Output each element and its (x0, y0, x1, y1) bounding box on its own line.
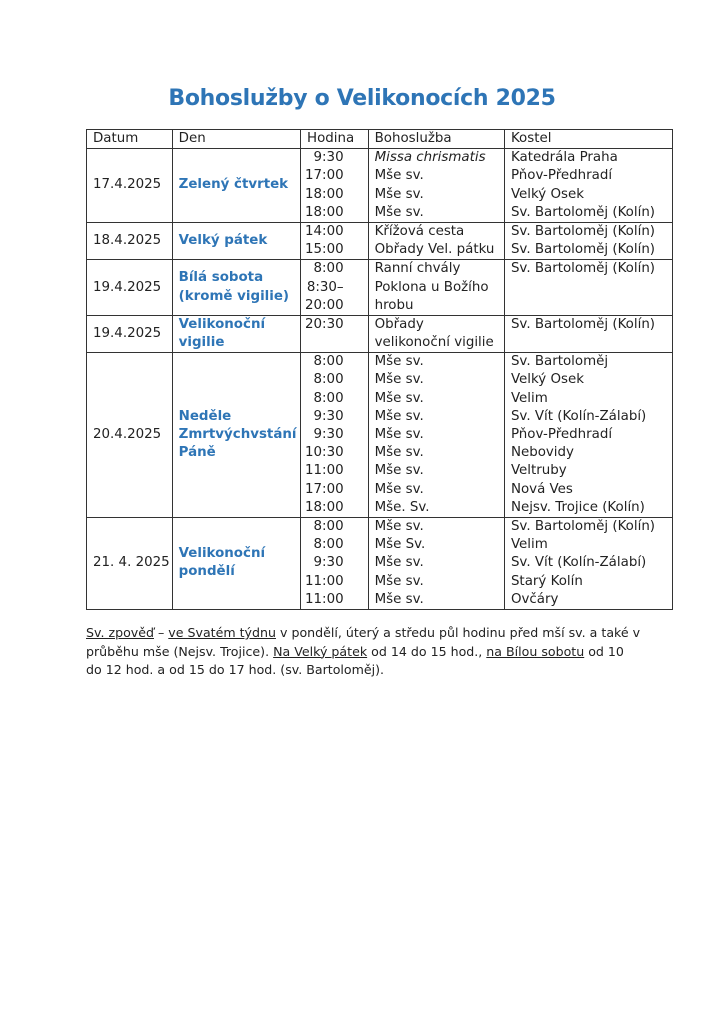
note-text-4: od 10 do 12 hod. a od 15 do 17 hod. (sv. Bartoloměj). (86, 643, 624, 677)
row-times-line: 18:00 (305, 499, 344, 515)
row-churches-line: Sv. Bartoloměj (Kolín) (510, 316, 656, 332)
row-times-line: 18:00 (305, 204, 344, 220)
row-services-line: Mše sv. (374, 204, 424, 220)
note-text-2: v pondělí, úterý a středu půl hodinu před mší sv. a také v průběhu mše (Nejsv. Trojice). (86, 625, 641, 659)
row-services-line: Ranní chvály (374, 261, 461, 277)
row-date: 19.4.2025 (87, 260, 173, 316)
page-title: Bohoslužby o Velikonocích 2025 (168, 86, 556, 111)
row-times-line: 15:00 (305, 242, 344, 258)
row-times-line: 9:30 (313, 555, 344, 571)
row-times (301, 149, 369, 223)
row-churches-line: Pňov-Předhradí (510, 427, 613, 443)
row-services-line: Mše sv. (374, 463, 424, 479)
schedule-table (86, 129, 673, 610)
row-churches-line: Sv. Bartoloměj (Kolín) (510, 261, 656, 277)
row-churches-line: Starý Kolín (510, 573, 583, 589)
holy-saturday-label: na Bílou sobotu (486, 643, 585, 659)
row-times-line: 8:00 (313, 354, 344, 370)
row-date: 20.4.2025 (87, 353, 173, 518)
row-times-line: 8:00 (313, 537, 344, 553)
row-services-line: Obřady (374, 316, 424, 332)
row-services-line: Křížová cesta (374, 223, 465, 239)
row-churches (504, 517, 672, 609)
row-services-line: Mše sv. (374, 518, 424, 534)
row-churches-line (511, 297, 672, 315)
row-times-line: 9:30 (313, 150, 344, 166)
row-services (368, 517, 504, 609)
row-services-line: Mše sv. (374, 372, 424, 388)
row-churches-line: Sv. Bartoloměj (Kolín) (510, 518, 656, 534)
row-churches (504, 315, 672, 352)
row-churches-line: Velký Osek (510, 372, 584, 388)
row-services-line: Mše sv. (374, 573, 424, 589)
row-churches-line: Nebovidy (510, 445, 574, 461)
row-date: 19.4.2025 (87, 315, 173, 352)
row-times-line: 17:00 (305, 168, 344, 184)
row-times-line: 11:00 (305, 463, 344, 479)
row-services (368, 315, 504, 352)
row-churches (504, 353, 672, 518)
row-times-line: 11:00 (305, 591, 344, 607)
row-services-line: Mše sv. (374, 555, 424, 571)
row-services-line: hrobu (374, 297, 414, 313)
good-friday-label: Na Velký pátek (273, 643, 368, 659)
row-day: Zelený čtvrtek (172, 149, 300, 223)
row-churches-line (511, 279, 672, 297)
header-time: Hodina (301, 130, 369, 149)
row-churches-line: Sv. Bartoloměj (Kolín) (510, 204, 656, 220)
row-times-line: 8:00 (313, 518, 344, 534)
row-services-line: Obřady Vel. pátku (374, 242, 495, 258)
header-date: Datum (87, 130, 173, 149)
row-times (301, 260, 369, 316)
row-services-line: Mše sv. (374, 481, 424, 497)
row-services-line: Mše Sv. (374, 537, 426, 553)
row-times (301, 222, 369, 259)
row-services-line: Mše sv. (374, 445, 424, 461)
row-times-line: 8:30– (306, 279, 344, 295)
row-churches-line: Sv. Bartoloměj (Kolín) (510, 242, 656, 258)
table-row (87, 517, 673, 609)
row-date: 21. 4. 2025 (87, 517, 173, 609)
row-times-line: 17:00 (305, 481, 344, 497)
row-churches-line: Sv. Vít (Kolín-Zálabí) (510, 555, 647, 571)
row-times-line: 20:30 (305, 316, 344, 332)
row-services-line: Mše sv. (374, 186, 424, 202)
row-services (368, 149, 504, 223)
row-times-line: 18:00 (305, 186, 344, 202)
row-churches-line: Nová Ves (510, 481, 573, 497)
row-churches-line: Velký Osek (510, 186, 584, 202)
row-day: Neděle Zmrtvýchvstání Páně (172, 353, 300, 518)
row-times-line: 8:00 (313, 261, 344, 277)
row-times-line: 20:00 (305, 297, 344, 313)
row-times-line: 9:30 (313, 427, 344, 443)
row-churches-line: Sv. Bartoloměj (Kolín) (510, 223, 656, 239)
row-services (368, 260, 504, 316)
row-times-line: 8:00 (313, 390, 344, 406)
table-row (87, 222, 673, 259)
row-times-line (305, 334, 344, 352)
row-day: Velký pátek (172, 222, 300, 259)
row-services-line: Mše sv. (374, 591, 424, 607)
header-service: Bohoslužba (368, 130, 504, 149)
row-times (301, 517, 369, 609)
row-day: Bílá sobota (kromě vigilie) (172, 260, 300, 316)
row-times-line: 9:30 (313, 408, 344, 424)
row-times-line: 11:00 (305, 573, 344, 589)
row-churches-line (511, 334, 672, 352)
row-services-line: velikonoční vigilie (374, 335, 494, 351)
note-text-3: od 14 do 15 hod., (367, 643, 487, 659)
row-services (368, 222, 504, 259)
row-services-line: Missa chrismatis (374, 150, 486, 166)
table-header-row (87, 130, 673, 149)
row-churches-line: Ovčáry (510, 591, 559, 607)
table-row (87, 260, 673, 316)
row-churches-line: Veltruby (510, 463, 567, 479)
row-services-line: Poklona u Božího (374, 279, 489, 295)
row-churches (504, 260, 672, 316)
row-churches-line: Nejsv. Trojice (Kolín) (510, 499, 645, 515)
row-churches-line: Sv. Vít (Kolín-Zálabí) (510, 408, 647, 424)
note-text-1: – (153, 625, 169, 640)
row-day: Velikonoční pondělí (172, 517, 300, 609)
row-times (301, 315, 369, 352)
row-services (368, 353, 504, 518)
schedule-body (87, 149, 673, 610)
table-row (87, 149, 673, 223)
row-services-line: Mše sv. (374, 354, 424, 370)
row-times-line: 10:30 (305, 445, 344, 461)
row-times-line: 14:00 (305, 223, 344, 239)
row-churches-line: Velim (510, 537, 548, 553)
row-churches-line: Katedrála Praha (510, 150, 618, 166)
row-churches-line: Velim (510, 390, 548, 406)
row-services-line: Mše sv. (374, 408, 424, 424)
row-times (301, 353, 369, 518)
row-services-line: Mše sv. (374, 390, 424, 406)
row-churches (504, 222, 672, 259)
row-times-line: 8:00 (313, 372, 344, 388)
row-day: Velikonoční vigilie (172, 315, 300, 352)
row-churches-line: Pňov-Předhradí (510, 168, 613, 184)
header-day: Den (172, 130, 300, 149)
table-row (87, 353, 673, 518)
row-date: 18.4.2025 (87, 222, 173, 259)
header-church: Kostel (504, 130, 672, 149)
row-churches (504, 149, 672, 223)
table-row (87, 315, 673, 352)
row-services-line: Mše sv. (374, 168, 424, 184)
row-churches-line: Sv. Bartoloměj (510, 354, 609, 370)
confession-note (86, 624, 642, 680)
row-services-line: Mše. Sv. (374, 499, 430, 515)
confession-label: Sv. zpověď (86, 625, 154, 640)
row-date: 17.4.2025 (87, 149, 173, 223)
row-services-line: Mše sv. (374, 427, 424, 443)
holy-week-label: ve Svatém týdnu (168, 625, 276, 640)
